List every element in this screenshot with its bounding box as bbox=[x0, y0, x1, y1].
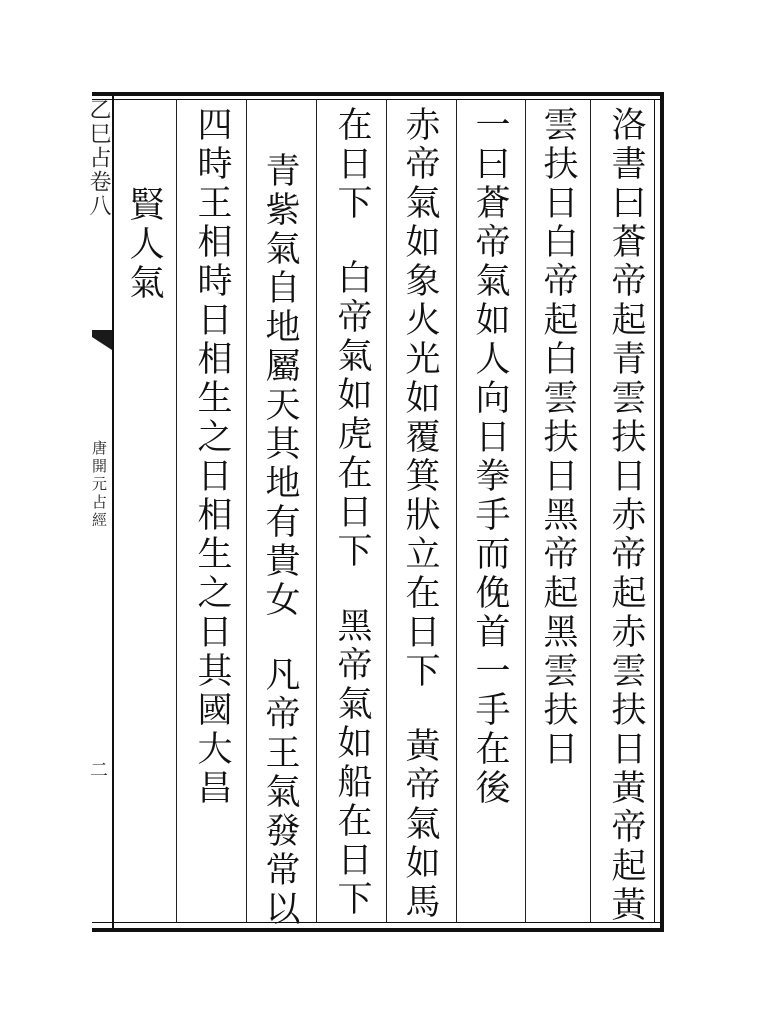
margin-volume-title: 乙巳占卷八 bbox=[86, 98, 111, 218]
column-divider bbox=[316, 100, 317, 922]
column-text: 四時王相時日相生之日相生之日其國大昌 bbox=[192, 106, 232, 808]
text-column-1 bbox=[604, 106, 648, 925]
margin-page-number: 二 bbox=[87, 760, 108, 778]
text-column-5 bbox=[330, 106, 374, 919]
column-text: 青紫氣自地屬天其地有貴女 bbox=[260, 152, 300, 620]
column-divider bbox=[525, 100, 526, 922]
column-divider bbox=[176, 100, 177, 922]
column-divider bbox=[246, 100, 247, 922]
frame-right-inner-line bbox=[654, 99, 655, 923]
column-divider bbox=[386, 100, 387, 922]
margin-book-title: 唐開元占經 bbox=[90, 440, 108, 530]
column-text: 一曰蒼帝氣如人向日拳手而俛首一手在後 bbox=[470, 106, 510, 808]
frame-top-inner-line bbox=[92, 99, 664, 100]
column-text: 凡帝王氣發常以 bbox=[260, 656, 300, 929]
frame-right-border bbox=[660, 92, 664, 932]
column-text: 赤帝氣如象火光如覆箕狀立在日下 bbox=[400, 106, 440, 691]
text-column-6 bbox=[258, 152, 302, 962]
column-text: 白帝氣如虎在日下 bbox=[332, 259, 372, 571]
frame-bottom-border bbox=[92, 928, 664, 932]
text-column-4 bbox=[398, 106, 442, 922]
column-text: 賢人氣 bbox=[124, 186, 164, 303]
frame-bottom-inner-line bbox=[92, 922, 664, 923]
fold-line bbox=[112, 96, 114, 928]
frame-top-border bbox=[92, 92, 664, 96]
column-text: 黑帝氣如船在日下 bbox=[332, 607, 372, 919]
text-column-7 bbox=[190, 106, 234, 916]
text-column-3 bbox=[468, 106, 512, 916]
column-divider bbox=[590, 100, 591, 922]
column-text: 在日下 bbox=[332, 106, 372, 223]
text-column-2 bbox=[536, 106, 580, 916]
section-heading bbox=[122, 186, 166, 996]
column-text: 黃帝氣如馬 bbox=[400, 727, 440, 922]
column-text: 洛書曰蒼帝起青雲扶日赤帝起赤雲扶日黃帝起黃 bbox=[606, 106, 646, 925]
fishtail-mark bbox=[92, 330, 112, 350]
column-divider bbox=[456, 100, 457, 922]
column-text: 雲扶日白帝起白雲扶日黑帝起黑雲扶日 bbox=[538, 106, 578, 769]
